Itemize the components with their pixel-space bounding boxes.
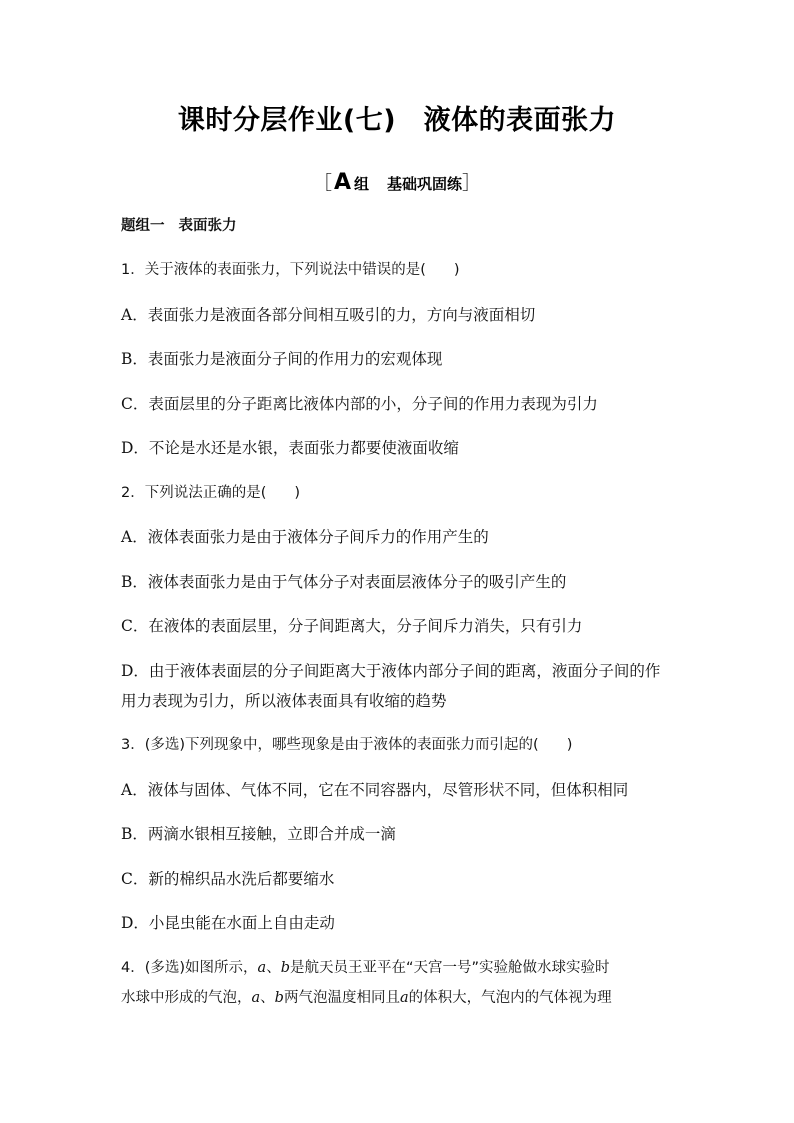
question-3-stem: 3．(多选)下列现象中，哪些现象是由于液体的表面张力而引起的( ) bbox=[121, 737, 573, 753]
group-open-bracket: ［ bbox=[312, 172, 332, 194]
question-2-option-a: A．液体表面张力是由于液体分子间斥力的作用产生的 bbox=[121, 528, 489, 546]
subgroup-heading bbox=[121, 215, 681, 237]
question-2-option-d-continued: 用力表现为引力，所以液体表面具有收缩的趋势 bbox=[121, 692, 447, 710]
variable-b: b bbox=[280, 960, 290, 976]
question-2-option-c: C．在液体的表面层里，分子间距离大，分子间斥力消失，只有引力 bbox=[121, 617, 583, 635]
question-2-stem: 2．下列说法正确的是( ) bbox=[121, 485, 301, 501]
question-1-option-a: A．表面张力是液面各部分间相互吸引的力，方向与液面相切 bbox=[121, 306, 536, 324]
question-4-stem-line-1: 4．(多选)如图所示，a、b是航天员王亚平在“天宫一号”实验舱做水球实验时 bbox=[121, 960, 610, 976]
group-letter: A bbox=[333, 170, 351, 195]
question-2-option-d: D．由于液体表面层的分子间距离大于液体内部分子间的距离，液面分子间的作 bbox=[121, 662, 661, 680]
question-3-option-a: A．液体与固体、气体不同，它在不同容器内，尽管形状不同，但体积相同 bbox=[121, 781, 629, 799]
group-close-bracket: ］ bbox=[462, 172, 482, 194]
question-1-option-c: C．表面层里的分子距离比液体内部的小，分子间的作用力表现为引力 bbox=[121, 395, 598, 413]
page-title: 课时分层作业(七) 液体的表面张力 bbox=[177, 105, 617, 136]
question-4-stem-line-2: 水球中形成的气泡，a、b两气泡温度相同且a的体积大，气泡内的气体视为理 bbox=[121, 990, 612, 1006]
question-1-stem: 1．关于液体的表面张力，下列说法中错误的是( ) bbox=[121, 262, 460, 278]
question-3-option-c: C．新的棉织品水洗后都要缩水 bbox=[121, 870, 335, 888]
group-label: 组 bbox=[354, 175, 370, 193]
question-1-option-d: D．不论是水还是水银，表面张力都要使液面收缩 bbox=[121, 439, 459, 457]
question-3-option-d: D．小昆虫能在水面上自由走动 bbox=[121, 914, 335, 932]
group-heading bbox=[0, 168, 794, 195]
variable-a: a bbox=[257, 960, 267, 976]
subgroup-name: 表面张力 bbox=[178, 218, 237, 234]
subgroup-label: 题组一 bbox=[121, 218, 165, 234]
question-2-option-b: B．液体表面张力是由于气体分子对表面层液体分子的吸引产生的 bbox=[121, 573, 567, 591]
question-1-option-b: B．表面张力是液面分子间的作用力的宏观体现 bbox=[121, 350, 443, 368]
question-3-option-b: B．两滴水银相互接触，立即合并成一滴 bbox=[121, 825, 396, 843]
group-name: 基础巩固练 bbox=[387, 175, 463, 193]
